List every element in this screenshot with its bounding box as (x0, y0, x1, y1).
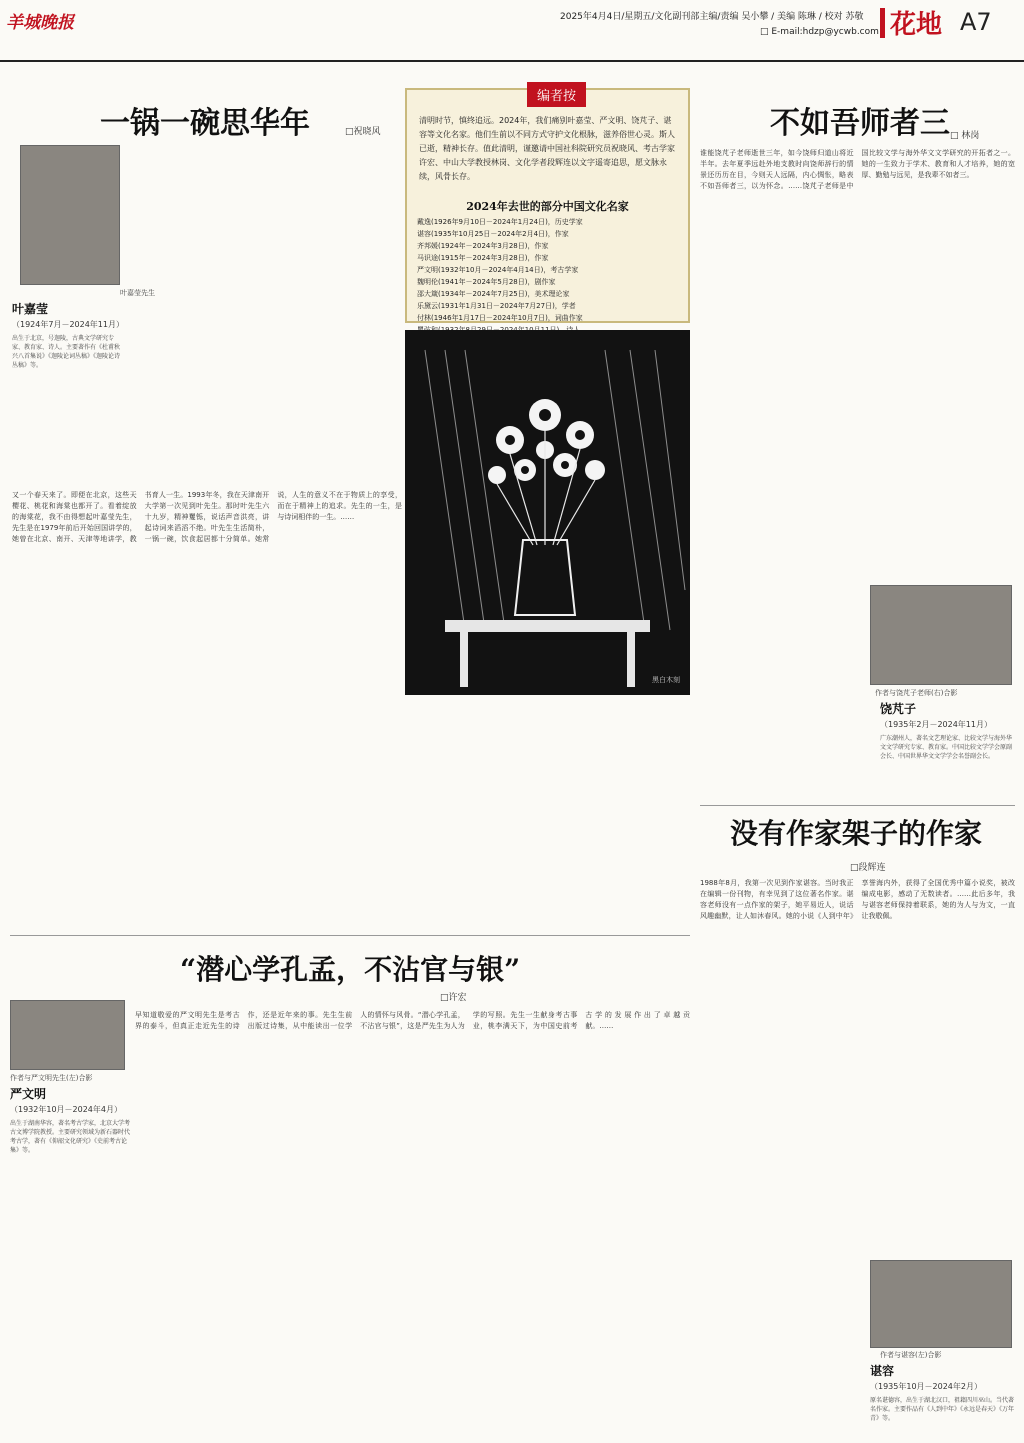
person2-name: 饶芃子 (880, 702, 917, 716)
editor-tag: 编者按 (527, 82, 586, 107)
person1-name: 叶嘉莹 (12, 302, 49, 316)
list-item: 乐黛云(1931年1月31日－2024年7月27日)，学者 (417, 302, 576, 310)
list-item: 戴逸(1926年9月10日－2024年1月24日)，历史学家 (417, 218, 583, 226)
person4-photo (10, 1000, 125, 1070)
article2-byline: □ 林岗 (950, 131, 980, 141)
person3-name: 谌容 (870, 1364, 895, 1378)
person3-profile (870, 1362, 1015, 1423)
section-name: 花地 (890, 10, 943, 40)
person2-profile (880, 700, 1015, 761)
person3-photo-caption: 作者与谌容(左)合影 (880, 1351, 942, 1359)
person1-photo (20, 145, 120, 285)
section-divider-2 (10, 935, 690, 936)
person2-bio: 广东潮州人，著名文艺理论家、比较文学与海外华文文学研究专家、教育家。中国比较文学学会原副会长、中国世界华文文学学会名誉副会长。 (880, 735, 1013, 760)
woodcut-label: 黑白木刻 (652, 676, 680, 684)
article1-title: 一锅一碗思华年 (100, 106, 310, 141)
article2-title: 不如吾师者三 (770, 106, 950, 141)
page-number: A7 (960, 8, 992, 36)
list-item: 付林(1946年1月17日－2024年10月7日)，词曲作家 (417, 314, 583, 322)
article4-title: “潜心学孔孟，不沾官与银” (180, 953, 521, 986)
list-item: 齐邦媛(1924年－2024年3月28日)，作家 (417, 242, 549, 250)
person1-profile (12, 300, 122, 370)
article3-byline: □段辉连 (850, 863, 886, 873)
person4-profile (10, 1085, 130, 1155)
list-item: 严文明(1932年10月－2024年4月14日)，考古学家 (417, 266, 579, 274)
article1-body: 又一个春天来了。即便在北京，这些天樱花、桃花和海棠也都开了。看着绽放的海棠花，我不由得想起叶嘉莹先生，先生是在1979年前后开始回国讲学的，她曾在北京、南开、天津等地讲学，教书育人一生。1993年冬，我在天津南开大学第一次见到叶先生。那时叶先生六十九岁，精神矍铄，说话声音洪亮，讲起诗词来滔滔不绝。叶先生生活简朴，一锅一碗，饮食起居都十分简单。她常说，人生的意义不在于物质上的享受，而在于精神上的追求。先生的一生，是与诗词相伴的一生。…… (12, 491, 402, 543)
person4-bio: 出生于湖南华容，著名考古学家，北京大学考古文博学院教授。主要研究领域为新石器时代考古学，著有《仰韶文化研究》《史前考古论集》等。 (10, 1120, 131, 1154)
person1-dates: （1924年7月－2024年11月） (12, 320, 124, 329)
article3-body: 1988年8月，我第一次见到作家谌容。当时我正在编辑一份刊物，有幸见到了这位著名作家。谌容老师没有一点作家的架子，她平易近人，说话风趣幽默，让人如沐春风。她的小说《人到中年》享誉海内外，获得了全国优秀中篇小说奖，被改编成电影，感动了无数读者。……此后多年，我与谌容老师保持着联系，她的为人与为文，一直让我敬佩。 (700, 879, 1015, 920)
deceased-list-title: 2024年去世的部分中国文化名家 (466, 200, 629, 213)
list-item: 邵大箴(1934年－2024年7月25日)，美术理论家 (417, 290, 570, 298)
editor-box (405, 88, 690, 323)
person3-photo (870, 1260, 1012, 1348)
person1-photo-caption: 叶嘉莹先生 (120, 289, 155, 297)
section-divider (700, 805, 1015, 806)
list-item: 魏明伦(1941年－2024年5月28日)，剧作家 (417, 278, 556, 286)
list-item: 马识途(1915年－2024年3月28日)，作家 (417, 254, 549, 262)
person2-photo-caption: 作者与饶芃子老师(右)合影 (875, 689, 958, 697)
dateline: 2025年4月4日/星期五/文化副刊部主编/责编 吴小攀 / 美编 陈琳 / 校对 苏敬 (560, 12, 864, 22)
section-bar (880, 8, 885, 38)
person3-bio: 原名谌德容，出生于湖北汉口，祖籍四川巫山。当代著名作家。主要作品有《人到中年》《永远是春天》《万年青》等。 (870, 1397, 1015, 1422)
article4-body: 早知道敬爱的严文明先生是考古界的泰斗，但真正走近先生的诗作，还是近年来的事。先生生前出版过诗集，从中能读出一位学人的情怀与风骨。“潜心学孔孟，不沾官与银”，这是严先生为人为学的写照。先生一生献身考古事业，桃李满天下，为中国史前考古学的发展作出了卓越贡献。…… (135, 1011, 690, 1030)
list-item: 谌容(1935年10月25日－2024年2月4日)，作家 (417, 230, 569, 238)
woodcut-illustration (405, 330, 690, 695)
newspaper-logo: 羊城晚报 (6, 13, 74, 33)
person4-name: 严文明 (10, 1087, 47, 1101)
article2-body: 谁能饶芃子老师逝世三年，如今饶师归道山将近半年。去年夏季远赴外地支教时向饶师辞行的情景还历历在目，今则天人远隔，内心惆怅，略表不如吾师者三，以为怀念。……饶芃子老师是中国比较文学与海外华文文学研究的开拓者之一。她的一生致力于学术、教育和人才培养，她的宽厚、勤勉与远见，是我辈不如者三。 (700, 149, 1015, 190)
person2-dates: （1935年2月－2024年11月） (880, 720, 992, 729)
person1-bio: 出生于北京，号迦陵，古典文学研究专家、教育家、诗人。主要著作有《杜甫秋兴八首集说》《迦陵论词丛稿》《迦陵论诗丛稿》等。 (12, 335, 121, 369)
person4-photo-caption: 作者与严文明先生(左)合影 (10, 1074, 93, 1082)
article3-title: 没有作家架子的作家 (730, 817, 983, 850)
email-line[interactable]: □ E-mail:hdzp@ycwb.com (760, 27, 879, 37)
article4-byline: □许宏 (440, 993, 467, 1003)
masthead (0, 0, 1024, 62)
vase-flowers-illustration (405, 330, 690, 695)
person4-dates: （1932年10月－2024年4月） (10, 1105, 122, 1114)
section-header (880, 4, 1020, 44)
person2-photo (870, 585, 1012, 685)
article1-byline: □祝晓风 (345, 127, 381, 137)
editor-note: 清明时节，慎终追远。2024年，我们痛别叶嘉莹、严文明、饶芃子、谌容等文化名家。他们生前以不同方式守护文化根脉，滋养俗世心灵。斯人已逝，精神长存。值此清明，谨邀请中国社科院研究员祝晓风、考古学家许宏、中山大学教授林岗、文化学者段辉连以文字遥寄追思，愿文脉永续，风骨长存。 (419, 116, 675, 181)
person3-dates: （1935年10月－2024年2月） (870, 1382, 982, 1391)
